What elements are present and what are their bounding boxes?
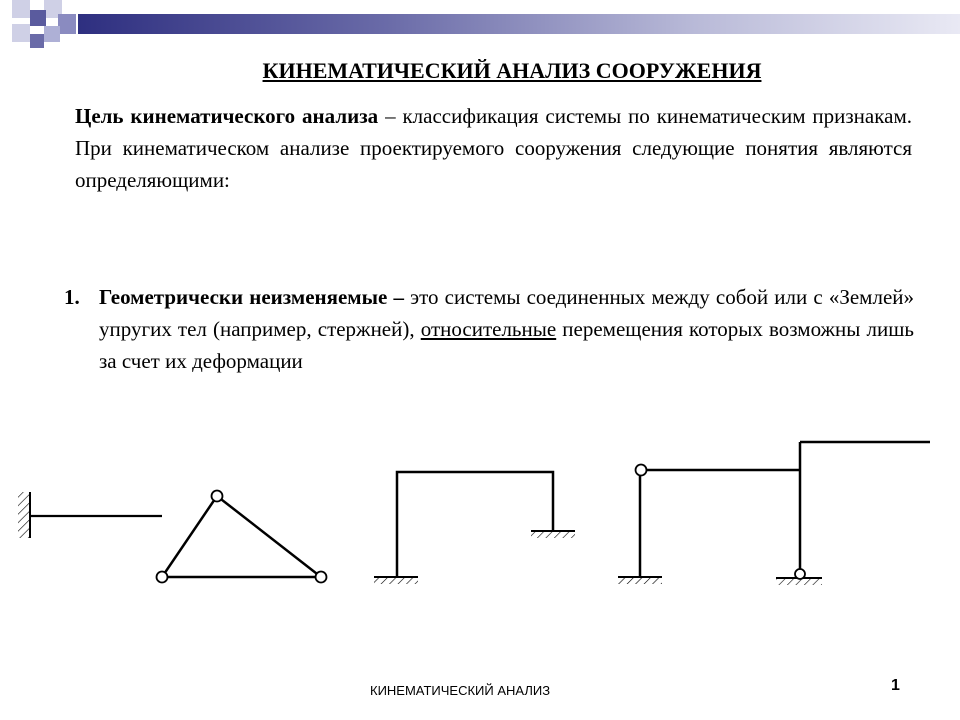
header-gradient-bar (78, 14, 960, 34)
structure-diagrams (0, 430, 960, 610)
decor-square (44, 26, 60, 42)
page-number: 1 (891, 677, 900, 694)
intro-text: – классификация системы по кинематическим признакам. При кинематическом анализе проектируемого сооружения следующие понятия являются определяющими: (75, 104, 912, 192)
intro-term: Цель кинематического анализа (75, 104, 379, 128)
list-item (64, 281, 914, 377)
portal-frame-diagram (374, 472, 575, 584)
decor-square (30, 10, 46, 26)
cantilever-diagram (18, 492, 162, 538)
list-item-text-b: перемещения которых возможны лишь за счет их деформации (99, 317, 914, 373)
decor-square (12, 24, 30, 42)
intro-paragraph (75, 100, 912, 196)
list-item-text-a: это системы соединенных между собой или с «Землей» упругих тел (например, стержней), (99, 285, 915, 341)
decor-square (30, 34, 44, 48)
triangle-truss-diagram (157, 491, 327, 583)
decor-square (58, 14, 76, 34)
stepped-frame-diagram (618, 442, 930, 585)
decor-square (12, 0, 30, 18)
list-item-text (99, 281, 914, 377)
list-item-underlined: относительные (420, 317, 557, 341)
list-item-number: 1. (64, 285, 80, 309)
slide-title: КИНЕМАТИЧЕСКИЙ АНАЛИЗ СООРУЖЕНИЯ (262, 58, 762, 83)
header-decoration (0, 0, 960, 48)
list-item-term: Геометрически неизменяемые – (99, 285, 404, 309)
footer-label: КИНЕМАТИЧЕСКИЙ АНАЛИЗ (370, 683, 551, 698)
